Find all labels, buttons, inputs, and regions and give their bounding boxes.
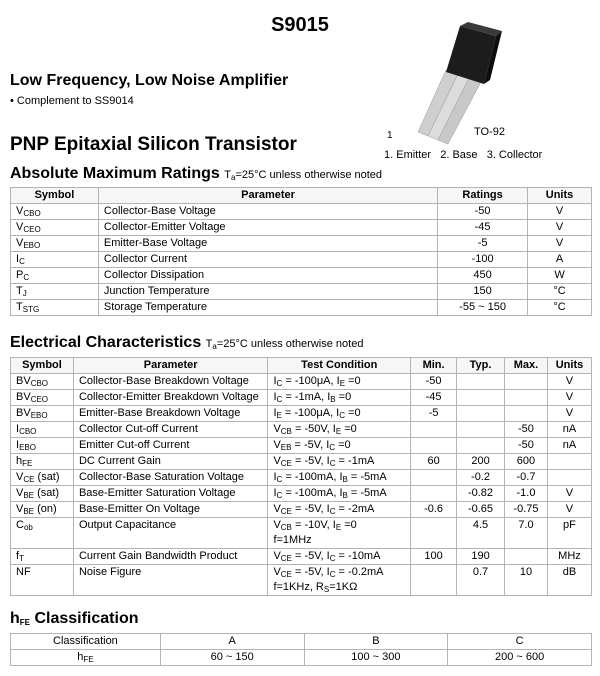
cond-text: = -5V, I (291, 439, 330, 451)
hfe-title-rest: Classification (30, 610, 139, 627)
pin-assignment: 1. Emitter 2. Base 3. Collector (384, 149, 543, 161)
symbol-cell (11, 422, 74, 438)
table-row (11, 374, 592, 390)
condition-cell (268, 502, 411, 518)
typ-cell (457, 406, 505, 422)
cond-var: V (273, 519, 281, 531)
pin-one-label: 1 (387, 130, 393, 141)
symbol-cell (11, 390, 74, 406)
symbol-subscript: ob (23, 523, 33, 532)
symbol-subscript: CEO (30, 395, 49, 404)
table-row (11, 549, 592, 565)
note-subscript: a (231, 173, 236, 182)
parameter-cell: Emitter Cut-off Current (73, 438, 268, 454)
min-cell: 60 (411, 454, 457, 470)
rating-cell: -100 (438, 252, 528, 268)
cond-text: = -5mA (347, 471, 387, 483)
symbol-cell (11, 454, 74, 470)
complement-note (10, 95, 134, 107)
symbol: V (16, 487, 24, 499)
min-cell: -50 (411, 374, 457, 390)
cond-sub: EB (280, 443, 292, 452)
unit-cell (547, 470, 591, 486)
cond-line2: f=1KHz, R (273, 581, 324, 593)
unit-cell: V (547, 486, 591, 502)
max-cell: -50 (504, 438, 547, 454)
symbol-cell (11, 284, 99, 300)
parameter-cell: Collector-Emitter Breakdown Voltage (73, 390, 268, 406)
note-symbol: T (224, 169, 231, 181)
typ-cell: 4.5 (457, 518, 505, 549)
cond-sub: CB (280, 523, 292, 532)
table-row (11, 422, 592, 438)
max-cell: 600 (504, 454, 547, 470)
max-cell: -0.7 (504, 470, 547, 486)
cond-sub: E (335, 523, 342, 532)
note-symbol: T (205, 338, 213, 350)
symbol-cell (11, 406, 74, 422)
symbol-subscript: CBO (30, 379, 49, 388)
typ-cell (457, 390, 505, 406)
symbol-cell (11, 236, 99, 252)
col-symbol: Symbol (11, 358, 74, 374)
cond-sub: C (329, 459, 336, 468)
table-row (11, 220, 592, 236)
rating-cell: -50 (438, 204, 528, 220)
symbol-cell (11, 486, 74, 502)
col-test-condition: Test Condition (268, 358, 411, 374)
symbol-cell (11, 300, 99, 316)
symbol: BV (16, 407, 31, 419)
typ-cell: 190 (457, 549, 505, 565)
symbol-subscript: CBO (19, 427, 37, 436)
class-a: A (160, 634, 304, 650)
min-cell: 100 (411, 549, 457, 565)
parameter-cell: Output Capacitance (73, 518, 268, 549)
unit-cell: nA (547, 438, 591, 454)
parameter-cell: Collector-Base Breakdown Voltage (73, 374, 268, 390)
rating-cell: -5 (438, 236, 528, 252)
unit-cell: V (547, 406, 591, 422)
min-cell (411, 518, 457, 549)
symbol: NF (16, 566, 31, 578)
symbol: I (16, 439, 20, 451)
min-cell (411, 470, 457, 486)
condition-cell (268, 422, 411, 438)
col-symbol: Symbol (11, 188, 99, 204)
cond-text: = -5mA (347, 487, 387, 499)
symbol-subscript: C (23, 273, 30, 282)
condition-cell (268, 549, 411, 565)
parameter-cell: Emitter-Base Breakdown Voltage (73, 406, 268, 422)
table-row (11, 518, 592, 549)
parameter-cell: Base-Emitter Saturation Voltage (73, 486, 268, 502)
symbol-cell (11, 502, 74, 518)
unit-cell: MHz (547, 549, 591, 565)
min-cell: -45 (411, 390, 457, 406)
hfe-range-row (11, 650, 592, 666)
cond-text: =0 (341, 423, 357, 435)
symbol: T (16, 285, 23, 297)
col-max: Max. (504, 358, 547, 374)
cond-sub: CE (280, 554, 292, 563)
symbol-cell (11, 374, 74, 390)
symbol-subscript: BE (23, 491, 35, 500)
min-cell (411, 422, 457, 438)
condition-cell (268, 454, 411, 470)
cond-text: =0 (335, 439, 351, 451)
cond-text: = -5V, I (291, 550, 330, 562)
parameter-cell: Collector-Base Voltage (98, 204, 437, 220)
cond-var: I (273, 375, 277, 387)
unit-cell (547, 454, 591, 470)
max-cell: -50 (504, 422, 547, 438)
bullet: • (10, 95, 14, 107)
max-cell (504, 390, 547, 406)
symbol-subscript: EBO (19, 443, 36, 452)
cond-sub: B (330, 395, 336, 404)
max-cell: -0.75 (504, 502, 547, 518)
cond-var: V (273, 455, 281, 467)
table-row (11, 406, 592, 422)
table-row (11, 300, 592, 316)
hfe-class-row (11, 634, 592, 650)
cond-text: = -5V, I (291, 566, 330, 578)
symbol-suffix: (on) (34, 503, 57, 515)
symbol-suffix: (sat) (34, 471, 60, 483)
min-cell: -0.6 (411, 502, 457, 518)
typ-cell: -0.65 (457, 502, 505, 518)
device-subtitle: Low Frequency, Low Noise Amplifier (10, 72, 289, 89)
cond-sub: CE (280, 459, 292, 468)
table-row (11, 486, 592, 502)
symbol: V (16, 237, 24, 249)
cond-sub: C (329, 570, 336, 579)
elec-rows (11, 374, 592, 596)
cond-text: = -10mA (335, 550, 381, 562)
cond-var: I (273, 487, 277, 499)
cond-text: = -100mA, I (282, 487, 343, 499)
unit-cell: V (547, 390, 591, 406)
cond-var: V (273, 566, 281, 578)
note-text: =25°C unless otherwise noted (235, 169, 383, 181)
table-row (11, 390, 592, 406)
table-row (11, 454, 592, 470)
table-row (11, 565, 592, 596)
class-c: C (448, 634, 592, 650)
parameter-cell: Collector Dissipation (98, 268, 437, 284)
elec-title: Electrical Characteristics (10, 334, 202, 351)
parameter-cell: Emitter-Base Voltage (98, 236, 437, 252)
cond-var: V (273, 503, 281, 515)
cond-line2: f=1MHz (273, 534, 312, 546)
typ-cell: 0.7 (457, 565, 505, 596)
symbol-subscript: FE (22, 459, 33, 468)
rating-cell: -55 ~ 150 (438, 300, 528, 316)
unit-cell: pF (547, 518, 591, 549)
product-title: PNP Epitaxial Silicon Transistor (10, 134, 297, 155)
cond-sub: CB (280, 427, 292, 436)
symbol-subscript: T (19, 554, 24, 563)
cond-var: I (273, 471, 277, 483)
symbol: V (16, 221, 24, 233)
unit-cell: W (528, 268, 592, 284)
parameter-cell: Base-Emitter On Voltage (73, 502, 268, 518)
symbol-cell (11, 220, 99, 236)
symbol-subscript: C (19, 257, 25, 266)
hfe-title-h: h (10, 610, 20, 627)
cond-text: = -100mA, I (282, 471, 343, 483)
cond-text: = -1mA, I (282, 391, 331, 403)
typ-cell (457, 374, 505, 390)
condition-cell (268, 486, 411, 502)
part-number-title: S9015 (271, 14, 329, 36)
max-cell: 7.0 (504, 518, 547, 549)
cond-text: = -10V, I (291, 519, 336, 531)
condition-cell (268, 374, 411, 390)
symbol: V (16, 503, 24, 515)
typ-cell: 200 (457, 454, 505, 470)
cond-line2-end: =1KΩ (329, 581, 358, 593)
symbol: V (16, 205, 24, 217)
hfe-heading (10, 610, 139, 628)
cond-sub: C (276, 379, 283, 388)
cond-text: = -100μA, I (281, 407, 340, 419)
cond-sub: C (339, 411, 346, 420)
unit-cell: nA (547, 422, 591, 438)
unit-cell: V (547, 374, 591, 390)
abs-max-note (224, 169, 382, 181)
symbol: BV (16, 375, 31, 387)
unit-cell: dB (547, 565, 591, 596)
table-row (11, 236, 592, 252)
abs-max-title: Absolute Maximum Ratings (10, 165, 220, 182)
cond-text: = -5V, I (291, 455, 330, 467)
parameter-cell: DC Current Gain (73, 454, 268, 470)
min-cell: -5 (411, 406, 457, 422)
typ-cell: -0.2 (457, 470, 505, 486)
cond-sub: E (276, 411, 282, 420)
condition-cell (268, 438, 411, 454)
cond-text: =0 (335, 391, 352, 403)
note-subscript: a (212, 342, 217, 351)
symbol: T (16, 301, 23, 313)
symbol: I (16, 423, 20, 435)
range-b: 100 ~ 300 (304, 650, 448, 666)
symbol-cell (11, 565, 74, 596)
abs-max-heading (10, 165, 382, 183)
col-units: Units (547, 358, 591, 374)
symbol-cell (11, 438, 74, 454)
table-row (11, 470, 592, 486)
symbol-subscript: J (22, 289, 27, 298)
max-cell: 10 (504, 565, 547, 596)
table-row (11, 204, 592, 220)
elec-table (10, 357, 592, 596)
cond-text: =0 (341, 519, 357, 531)
symbol-subscript: BE (23, 507, 35, 516)
cond-var: I (273, 407, 277, 419)
cond-sub: C (329, 554, 336, 563)
cond-sub: C (276, 475, 283, 484)
symbol-subscript: CBO (23, 209, 41, 218)
unit-cell: °C (528, 284, 592, 300)
symbol-cell (11, 518, 74, 549)
cond-sub: CE (280, 507, 292, 516)
cond-sub: E (335, 427, 342, 436)
range-a: 60 ~ 150 (160, 650, 304, 666)
cond-text: = -2mA (335, 503, 375, 515)
parameter-cell: Current Gain Bandwidth Product (73, 549, 268, 565)
parameter-cell: Collector-Emitter Voltage (98, 220, 437, 236)
condition-cell (268, 470, 411, 486)
col-parameter: Parameter (98, 188, 437, 204)
max-cell: -1.0 (504, 486, 547, 502)
symbol: BV (16, 391, 31, 403)
table-row (11, 252, 592, 268)
cond-var: V (273, 439, 281, 451)
symbol-subscript: CEO (23, 225, 41, 234)
hfe-sym: h (77, 651, 84, 663)
max-cell (504, 406, 547, 422)
table-row (11, 284, 592, 300)
symbol: P (16, 269, 24, 281)
symbol: f (16, 550, 20, 562)
cond-text: = -0.2mA (335, 566, 384, 578)
unit-cell: V (528, 236, 592, 252)
cond-var: I (273, 391, 277, 403)
cond-sub: C (276, 491, 283, 500)
cond-sub: B (342, 491, 348, 500)
table-row (11, 268, 592, 284)
cond-text: =0 (345, 375, 361, 387)
rating-cell: 450 (438, 268, 528, 284)
to92-package-image (378, 18, 568, 163)
hfe-table (10, 633, 592, 666)
table-row (11, 438, 592, 454)
table-row (11, 502, 592, 518)
hfe-symbol (11, 650, 161, 666)
cond-text: = -50V, I (291, 423, 336, 435)
elec-note (206, 338, 364, 350)
typ-cell (457, 422, 505, 438)
col-min: Min. (411, 358, 457, 374)
condition-cell (268, 565, 411, 596)
symbol-subscript: CE (23, 475, 35, 484)
symbol-subscript: EBO (30, 411, 48, 420)
cond-text: = -100μA, I (282, 375, 340, 387)
symbol: C (16, 519, 24, 531)
condition-cell (268, 390, 411, 406)
unit-cell: °C (528, 300, 592, 316)
parameter-cell: Noise Figure (73, 565, 268, 596)
min-cell (411, 438, 457, 454)
cond-text: = -5V, I (291, 503, 330, 515)
rating-cell: -45 (438, 220, 528, 236)
elec-heading (10, 334, 363, 352)
typ-cell (457, 438, 505, 454)
condition-cell (268, 406, 411, 422)
symbol-cell (11, 252, 99, 268)
range-c: 200 ~ 600 (448, 650, 592, 666)
cond-text: =0 (345, 407, 361, 419)
col-units: Units (528, 188, 592, 204)
unit-cell: V (528, 204, 592, 220)
min-cell (411, 565, 457, 596)
hfe-title-sub: FE (19, 618, 31, 627)
col-typ: Typ. (457, 358, 505, 374)
unit-cell: V (528, 220, 592, 236)
class-b: B (304, 634, 448, 650)
cond-var: V (273, 423, 281, 435)
parameter-cell: Junction Temperature (98, 284, 437, 300)
symbol-cell (11, 204, 99, 220)
cond-sub: B (342, 475, 348, 484)
unit-cell: V (547, 502, 591, 518)
cond-sub: S (323, 585, 330, 594)
parameter-cell: Storage Temperature (98, 300, 437, 316)
typ-cell: -0.82 (457, 486, 505, 502)
condition-cell (268, 518, 411, 549)
note-text: =25°C unless otherwise noted (216, 338, 364, 350)
symbol-cell (11, 268, 99, 284)
symbol-subscript: STG (22, 305, 40, 314)
min-cell (411, 486, 457, 502)
symbol: h (16, 455, 23, 467)
cond-text: = -1mA (335, 455, 375, 467)
parameter-cell: Collector Current (98, 252, 437, 268)
cond-sub: C (329, 507, 336, 516)
symbol-suffix: (sat) (34, 487, 60, 499)
cond-sub: E (339, 379, 346, 388)
hfe-sub: FE (83, 655, 94, 664)
package-name: TO-92 (474, 126, 505, 138)
symbol-cell (11, 549, 74, 565)
abs-max-table (10, 187, 592, 316)
col-ratings: Ratings (438, 188, 528, 204)
symbol: V (16, 471, 24, 483)
cond-var: V (273, 550, 281, 562)
symbol-subscript: EBO (23, 241, 41, 250)
max-cell (504, 549, 547, 565)
cond-sub: C (276, 395, 283, 404)
cond-sub: CE (280, 570, 292, 579)
parameter-cell: Collector-Base Saturation Voltage (73, 470, 268, 486)
parameter-cell: Collector Cut-off Current (73, 422, 268, 438)
rating-cell: 150 (438, 284, 528, 300)
cond-sub: C (329, 443, 336, 452)
complement-text: Complement to SS9014 (16, 95, 134, 107)
symbol-cell (11, 470, 74, 486)
col-parameter: Parameter (73, 358, 268, 374)
unit-cell: A (528, 252, 592, 268)
abs-max-rows (11, 204, 592, 316)
symbol: I (16, 253, 20, 265)
max-cell (504, 374, 547, 390)
classification-label: Classification (11, 634, 161, 650)
